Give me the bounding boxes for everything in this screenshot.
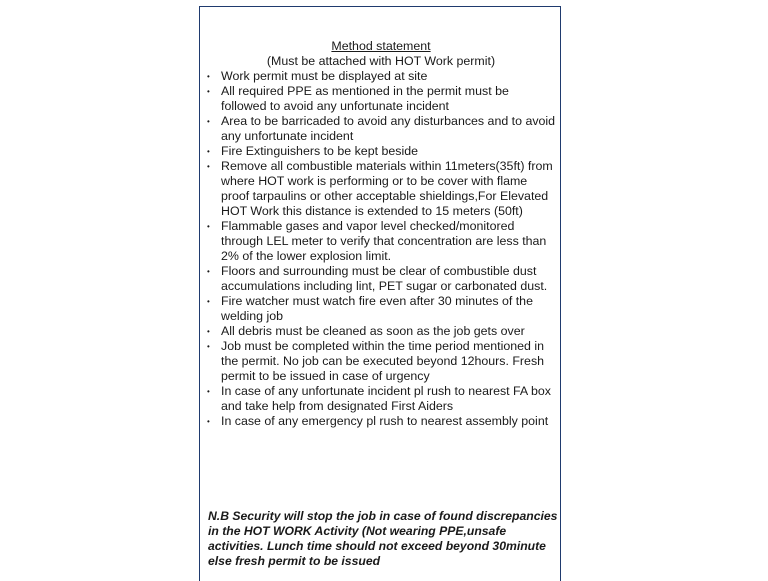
bullet-icon: • — [207, 387, 210, 396]
document-subtitle: (Must be attached with HOT Work permit) — [266, 54, 496, 68]
rule-item — [206, 264, 556, 294]
bullet-icon: • — [207, 267, 210, 276]
rule-text: Floors and surrounding must be clear of combustible dust accumulations including lint, PET sugar or carbonated dust. — [221, 264, 548, 293]
rule-item — [206, 114, 556, 144]
document-page — [199, 6, 561, 581]
rule-item — [206, 324, 556, 339]
rule-item — [206, 84, 556, 114]
bullet-icon: • — [207, 117, 210, 126]
bullet-icon: • — [207, 327, 210, 336]
bullet-icon: • — [207, 342, 210, 351]
rule-item — [206, 294, 556, 324]
rule-text: Area to be barricaded to avoid any disturbances and to avoid any unfortunate incident — [221, 114, 556, 143]
document-title: Method statement — [331, 39, 431, 53]
rule-item — [206, 414, 556, 429]
rule-text: Work permit must be displayed at site — [221, 69, 428, 83]
document-body — [206, 39, 556, 429]
bullet-icon: • — [207, 72, 210, 81]
rule-text: Remove all combustible materials within 11meters(35ft) from where HOT work is performing or to be cover with flame proof tarpaulins or other acceptable shieldings,For Elevated HOT Work this distance is extended to 15 meters (50ft) — [221, 159, 553, 218]
rule-text: All debris must be cleaned as soon as the job gets over — [221, 324, 525, 338]
bullet-icon: • — [207, 417, 210, 426]
bullet-icon: • — [207, 222, 210, 231]
rule-text: Fire Extinguishers to be kept beside — [221, 144, 418, 158]
rule-item — [206, 339, 556, 384]
rule-text: Job must be completed within the time period mentioned in the permit. No job can be executed beyond 12hours. Fresh permit to be issued in case of urgency — [221, 339, 545, 383]
rule-text: In case of any unfortunate incident pl rush to nearest FA box and take help from designated First Aiders — [221, 384, 551, 413]
rule-item — [206, 384, 556, 414]
rule-text: All required PPE as mentioned in the permit must be followed to avoid any unfortunate incident — [221, 84, 509, 113]
bullet-icon: • — [207, 87, 210, 96]
bullet-icon: • — [207, 147, 210, 156]
bullet-icon: • — [207, 162, 210, 171]
rule-item — [206, 219, 556, 264]
rule-item — [206, 159, 556, 219]
security-note: N.B Security will stop the job in case of found discrepancies in the HOT WORK Activity (Not wearing PPE,unsafe activities. Lunch time should not exceed beyond 30minute else fresh permit to be issued — [208, 509, 558, 568]
rule-item — [206, 69, 556, 84]
rule-text: Flammable gases and vapor level checked/monitored through LEL meter to verify that concentration are less than 2% of the lower explosion limit. — [221, 219, 547, 263]
rule-item — [206, 144, 556, 159]
bullet-icon: • — [207, 297, 210, 306]
rules-list — [206, 69, 556, 429]
rule-text: In case of any emergency pl rush to nearest assembly point — [221, 414, 549, 428]
rule-text: Fire watcher must watch fire even after 30 minutes of the welding job — [221, 294, 533, 323]
